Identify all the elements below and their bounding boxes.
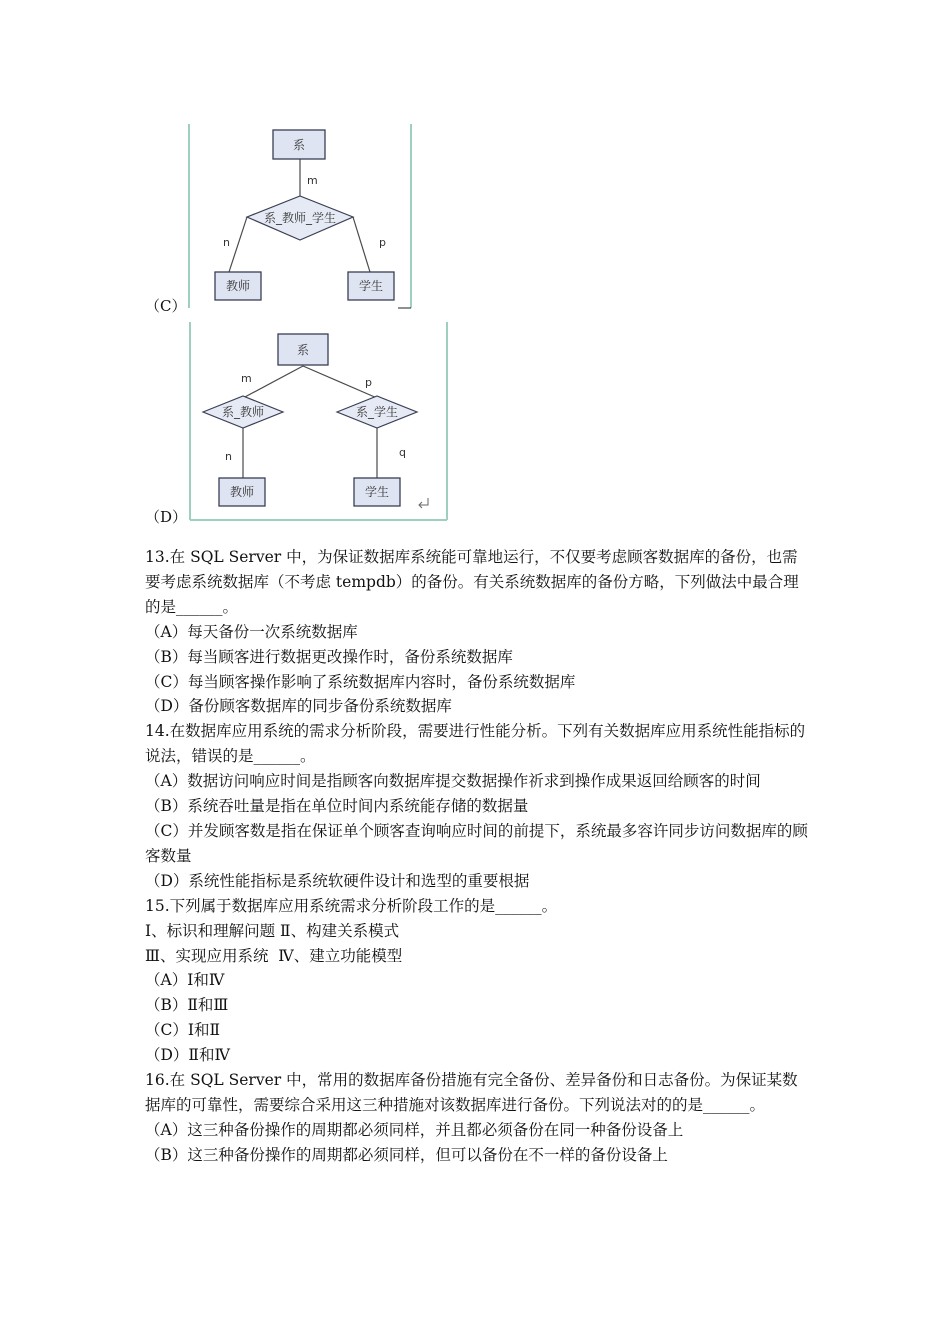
q16-stem: 16.在 SQL Server 中，常用的数据库备份措施有完全备份、差异备份和日志备份。为保证某数据库的可靠性，需要综合采用这三种措施对该数据库进行备份。下列说法对的的是______。: [145, 1071, 798, 1114]
q14-stem: 14.在数据库应用系统的需求分析阶段，需要进行性能分析。下列有关数据库应用系统性能指标的说法，错误的是______。: [145, 722, 806, 766]
question-text-block: [145, 545, 810, 1168]
q15-option-d: （D）Ⅱ和Ⅳ: [145, 1046, 230, 1065]
entity-teacher-label: 教师: [229, 485, 255, 499]
entity-department-label: 系: [296, 343, 310, 357]
q14-option-b: （B）系统吞吐量是指在单位时间内系统能存储的数据量: [145, 797, 529, 816]
relationship-right-label: 系_学生: [355, 405, 399, 419]
cardinality-p: p: [379, 236, 386, 249]
return-arrow-icon: [419, 498, 428, 508]
relationship-left-label: 系_教师: [221, 405, 265, 419]
entity-department-label: 系: [292, 138, 306, 152]
q13-option-d: （D）备份顾客数据库的同步备份系统数据库: [145, 697, 452, 716]
q13-option-a: （A）每天备份一次系统数据库: [145, 622, 358, 641]
q15-item-line-1: Ⅰ、标识和理解问题 Ⅱ、构建关系模式: [145, 921, 400, 940]
connector-line: [353, 217, 370, 272]
q13-option-b: （B）每当顾客进行数据更改操作时，备份系统数据库: [145, 647, 513, 666]
option-d-label: （D）: [145, 508, 188, 526]
entity-student-label: 学生: [364, 485, 390, 499]
q15-option-a: （A）Ⅰ和Ⅳ: [145, 971, 225, 990]
q15-item-line-2: Ⅲ、实现应用系统 Ⅳ、建立功能模型: [145, 946, 403, 965]
q14-option-c: （C）并发顾客数是指在保证单个顾客查询响应时间的前提下，系统最多容许同步访问数据库的顾客数量: [145, 821, 808, 865]
entity-student-label: 学生: [358, 279, 384, 293]
er-diagram-d: [185, 320, 450, 525]
q15-option-c: （C）Ⅰ和Ⅱ: [145, 1021, 221, 1040]
q13-option-c: （C）每当顾客操作影响了系统数据库内容时，备份系统数据库: [145, 672, 576, 691]
cardinality-m: m: [241, 372, 252, 385]
connector-line: [243, 366, 303, 398]
q16-option-b: （B）这三种备份操作的周期都必须同样，但可以备份在不一样的备份设备上: [145, 1145, 668, 1164]
q13-stem: 13.在 SQL Server 中，为保证数据库系统能可靠地运行，不仅要考虑顾客数据库的备份，也需要考虑系统数据库（不考虑 tempdb）的备份。有关系统数据库的备份方略，下列做法中最合理的是______。: [145, 548, 799, 616]
q15-option-b: （B）Ⅱ和Ⅲ: [145, 996, 229, 1015]
q14-option-a: （A）数据访问响应时间是指顾客向数据库提交数据操作祈求到操作成果返回给顾客的时间: [145, 772, 761, 791]
entity-teacher-label: 教师: [225, 279, 251, 293]
cardinality-m: m: [307, 174, 318, 187]
relationship-label: 系_教师_学生: [263, 211, 337, 225]
connector-line: [229, 217, 247, 272]
q15-stem: 15.下列属于数据库应用系统需求分析阶段工作的是______。: [145, 896, 558, 915]
q14-option-d: （D）系统性能指标是系统软硬件设计和选型的重要根据: [145, 871, 530, 890]
er-diagram-c: [185, 122, 415, 312]
cardinality-p: p: [365, 376, 372, 389]
cardinality-n: n: [225, 450, 232, 463]
cardinality-q: q: [399, 446, 406, 459]
option-c-label: （C）: [145, 297, 187, 315]
cardinality-n: n: [223, 236, 230, 249]
q16-option-a: （A）这三种备份操作的周期都必须同样，并且都必须备份在同一种备份设备上: [145, 1120, 684, 1139]
